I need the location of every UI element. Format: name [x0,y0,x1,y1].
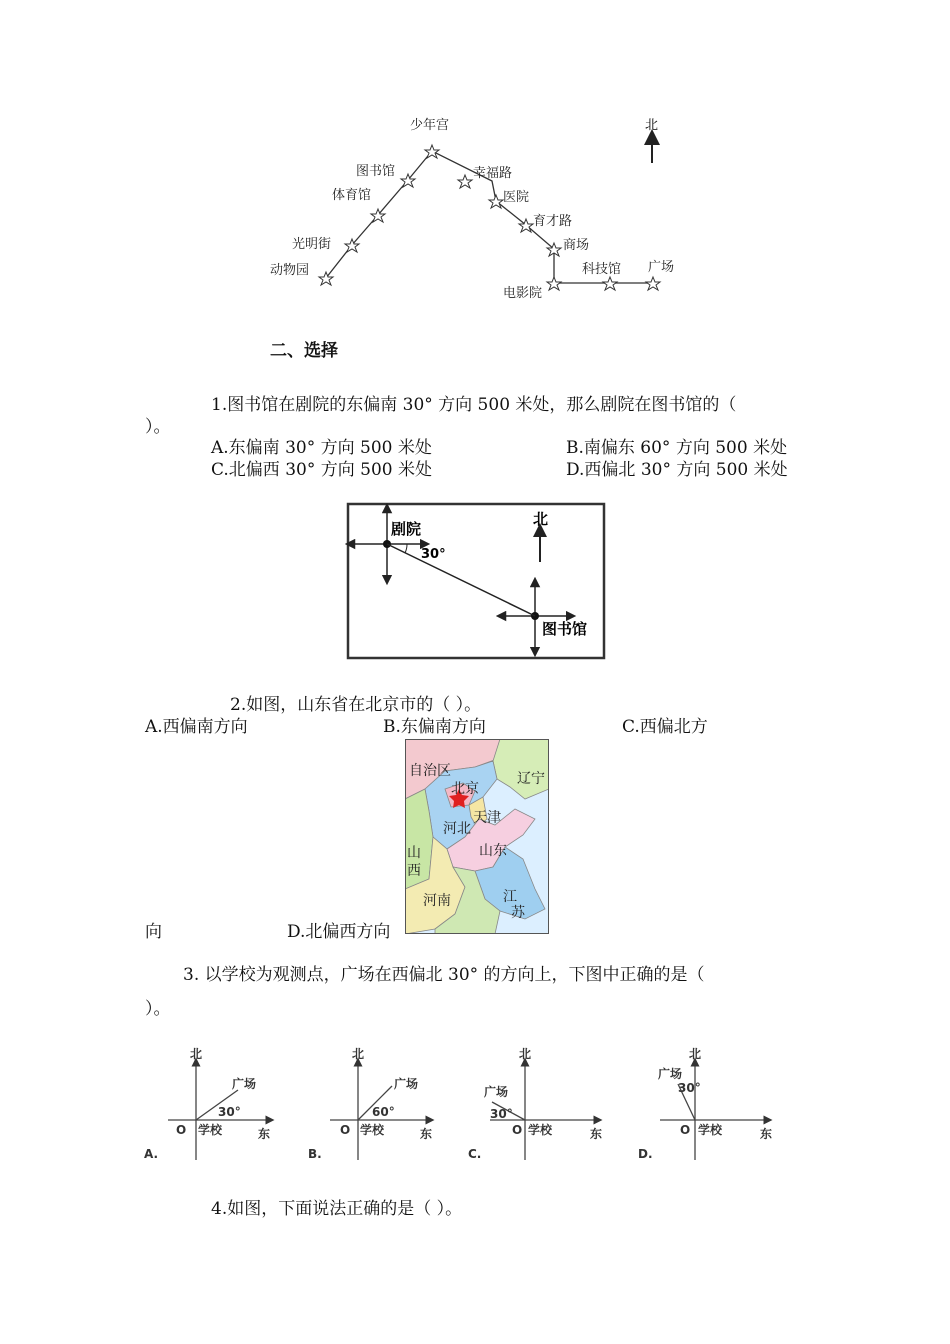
angle-label: 30° [678,1081,701,1095]
north-label: 北 [645,118,659,133]
school-label: 学校 [528,1123,553,1137]
map-label: 天津 [473,810,501,826]
option-letter: D. [638,1147,653,1161]
q1-option-b[interactable]: B.南偏东 60° 方向 500 米处 [566,438,788,458]
q3-diagrams [140,1040,780,1170]
square-label: 广场 [232,1077,257,1091]
star-tech [603,277,617,290]
map-label: 北京 [451,781,479,797]
school-label: 学校 [360,1123,385,1137]
east-label: 东 [590,1127,603,1141]
q2-option-d[interactable]: D.北偏西方向 [287,922,391,942]
theater-label: 剧院 [391,520,422,538]
angle-label: 30° [421,547,446,562]
angle-label: 60° [372,1105,395,1119]
q4-stem: 4.如图，下面说法正确的是（ ）。 [211,1199,463,1219]
place-label: 广场 [648,260,675,275]
east-label: 东 [760,1127,773,1141]
option-letter: C. [468,1147,482,1161]
place-label: 电影院 [503,286,543,301]
origin-label: O [340,1123,351,1137]
place-label: 幸福路 [473,166,513,181]
q1-stem: 1.图书馆在剧院的东偏南 30° 方向 500 米处，那么剧院在图书馆的（ [211,395,737,415]
school-label: 学校 [198,1123,223,1137]
star-guangming [345,239,359,252]
north-label: 北 [352,1047,365,1061]
star-cinema [547,277,561,290]
q1-option-a[interactable]: A.东偏南 30° 方向 500 米处 [211,438,432,458]
place-label: 科技馆 [582,262,622,277]
origin-label: O [680,1123,691,1137]
star-xingfu [458,175,472,188]
place-label: 光明街 [292,237,332,252]
square-label: 广场 [394,1077,419,1091]
q2-stem: 2.如图，山东省在北京市的（ ）。 [230,695,482,715]
origin-label: O [176,1123,187,1137]
north-label: 北 [190,1047,203,1061]
map-label: 江 [503,889,517,905]
map-label: 山东 [479,843,507,859]
angle-label: 30° [490,1107,513,1121]
east-label: 东 [420,1127,433,1141]
q3-stem: 3. 以学校为观测点，广场在西偏北 30° 的方向上，下图中正确的是（ [183,965,705,985]
place-label: 少年宫 [410,118,450,133]
map-label: 辽宁 [517,771,545,787]
school-label: 学校 [698,1123,723,1137]
map-label: 山 [407,845,421,861]
q2-option-c-wrap[interactable]: 向 [145,922,162,942]
origin-label: O [512,1123,523,1137]
q1-figure [345,502,607,662]
place-label: 图书馆 [356,164,396,179]
q2-province-map [405,739,549,934]
place-label: 育才路 [533,214,573,229]
q2-option-b[interactable]: B.东偏南方向 [383,717,486,737]
q1-option-d[interactable]: D.西偏北 30° 方向 500 米处 [566,460,788,480]
east-label: 东 [258,1127,271,1141]
library-label: 图书馆 [542,620,588,638]
north-label: 北 [689,1047,702,1061]
option-letter: B. [308,1147,322,1161]
square-label: 广场 [484,1085,509,1099]
star-zoo [319,272,333,285]
place-label: 动物园 [270,263,310,278]
map-label: 西 [407,863,421,879]
place-label: 商场 [563,238,590,253]
north-label: 北 [533,510,549,528]
q1-stem-end: ）。 [145,417,171,437]
q2-option-a[interactable]: A.西偏南方向 [145,717,248,737]
q2-option-c[interactable]: C.西偏北方 [622,717,708,737]
place-label: 体育馆 [332,188,372,203]
q3-stem-end: ）。 [145,999,171,1019]
place-label: 医院 [503,190,530,205]
map-label: 自治区 [409,763,451,779]
route-map [260,105,710,305]
map-label: 河北 [443,821,471,837]
option-letter: A. [144,1147,159,1161]
map-label: 河南 [423,893,451,909]
map-label: 苏 [511,905,525,921]
angle-label: 30° [218,1105,241,1119]
square-label: 广场 [658,1067,683,1081]
section-title: 二、选择 [270,341,338,361]
q1-option-c[interactable]: C.北偏西 30° 方向 500 米处 [211,460,432,480]
star-hospital [489,195,503,208]
star-square [646,277,660,290]
north-label: 北 [519,1047,532,1061]
